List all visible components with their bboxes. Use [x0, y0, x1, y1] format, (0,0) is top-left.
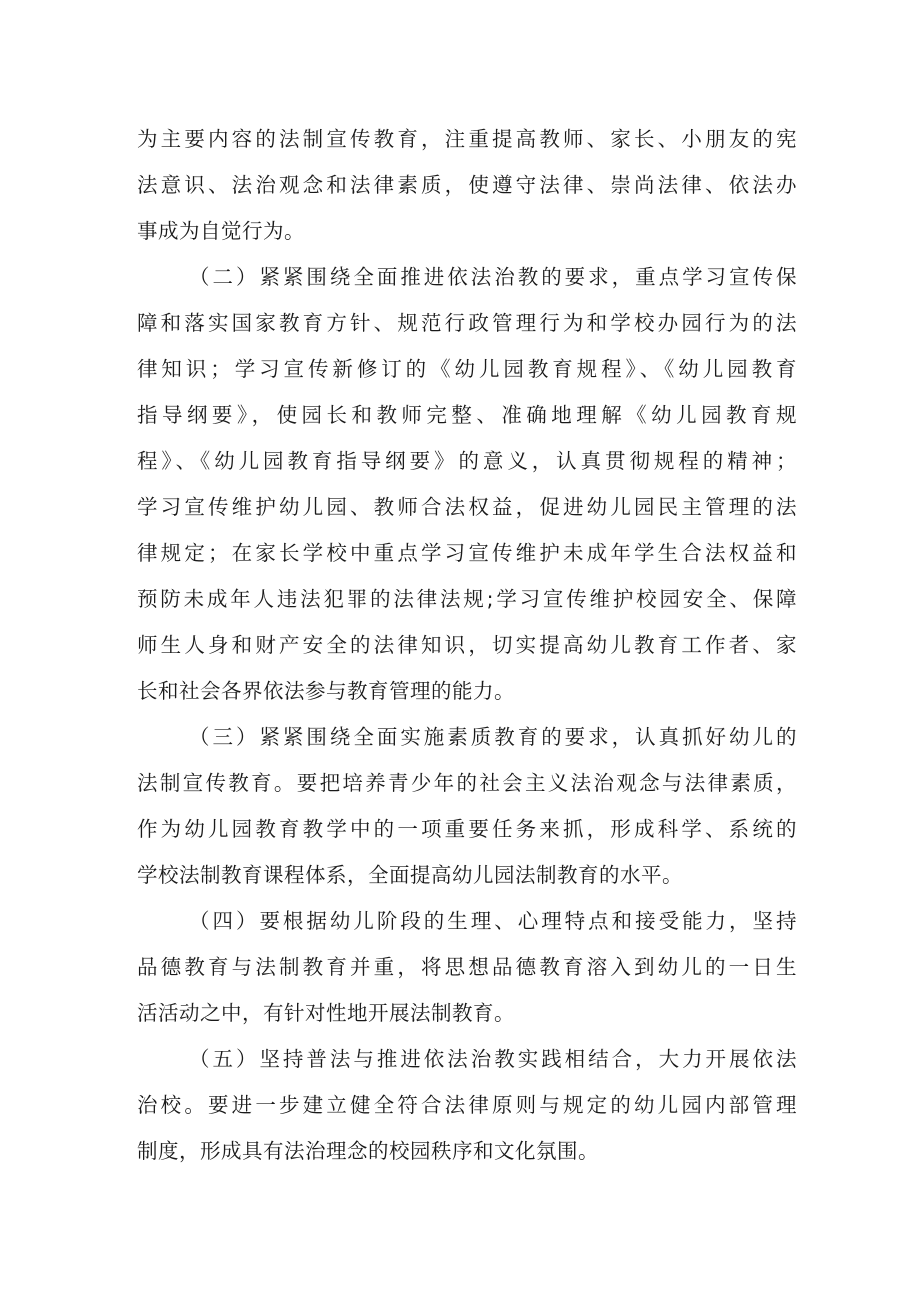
paragraph-line: （四）要根据幼儿阶段的生理、心理特点和接受能力，坚持 — [189, 909, 797, 933]
paragraph-3 — [137, 714, 797, 898]
document-body — [137, 116, 797, 1174]
paragraph-line: 学校法制教育课程体系，全面提高幼儿园法制教育的水平。 — [137, 863, 683, 887]
paragraph-line: 法制宣传教育。要把培养青少年的社会主义法治观念与法律素质， — [137, 771, 797, 795]
paragraph-5 — [137, 1036, 797, 1174]
paragraph-line: 治校。要进一步建立健全符合法律原则与规定的幼儿园内部管理 — [137, 1093, 797, 1117]
paragraph-line: 活活动之中，有针对性地开展法制教育。 — [137, 1001, 515, 1025]
paragraph-1 — [137, 116, 797, 254]
paragraph-line: （五）坚持普法与推进依法治教实践相结合，大力开展依法 — [189, 1047, 797, 1071]
paragraph-line: 学习宣传维护幼儿园、教师合法权益，促进幼儿园民主管理的法 — [137, 495, 797, 519]
paragraph-line: 律知识；学习宣传新修订的《幼儿园教育规程》、《幼儿园教育 — [137, 357, 797, 381]
paragraph-line: 律规定；在家长学校中重点学习宣传维护未成年学生合法权益和 — [137, 541, 797, 565]
paragraph-line: 障和落实国家教育方针、规范行政管理行为和学校办园行为的法 — [137, 311, 797, 335]
paragraph-line: （三）紧紧围绕全面实施素质教育的要求，认真抓好幼儿的 — [189, 725, 797, 749]
paragraph-line: 事成为自觉行为。 — [137, 219, 305, 243]
paragraph-line: 程》、《幼儿园教育指导纲要》的意义，认真贯彻规程的精神； — [137, 449, 797, 473]
paragraph-line: 师生人身和财产安全的法律知识，切实提高幼儿教育工作者、家 — [137, 633, 797, 657]
paragraph-line: 法意识、法治观念和法律素质，使遵守法律、崇尚法律、依法办 — [137, 173, 797, 197]
paragraph-line: （二）紧紧围绕全面推进依法治教的要求，重点学习宣传保 — [189, 265, 797, 289]
paragraph-4 — [137, 898, 797, 1036]
paragraph-line: 制度，形成具有法治理念的校园秩序和文化氛围。 — [137, 1139, 599, 1163]
paragraph-2 — [137, 254, 797, 714]
paragraph-line: 品德教育与法制教育并重，将思想品德教育溶入到幼儿的一日生 — [137, 955, 797, 979]
paragraph-line: 为主要内容的法制宣传教育，注重提高教师、家长、小朋友的宪 — [137, 127, 797, 151]
paragraph-line: 作为幼儿园教育教学中的一项重要任务来抓，形成科学、系统的 — [137, 817, 797, 841]
paragraph-line: 指导纲要》，使园长和教师完整、准确地理解《幼儿园教育规 — [137, 403, 797, 427]
paragraph-line: 预防未成年人违法犯罪的法律法规;学习宣传维护校园安全、保障 — [137, 587, 797, 611]
paragraph-line: 长和社会各界依法参与教育管理的能力。 — [137, 679, 515, 703]
